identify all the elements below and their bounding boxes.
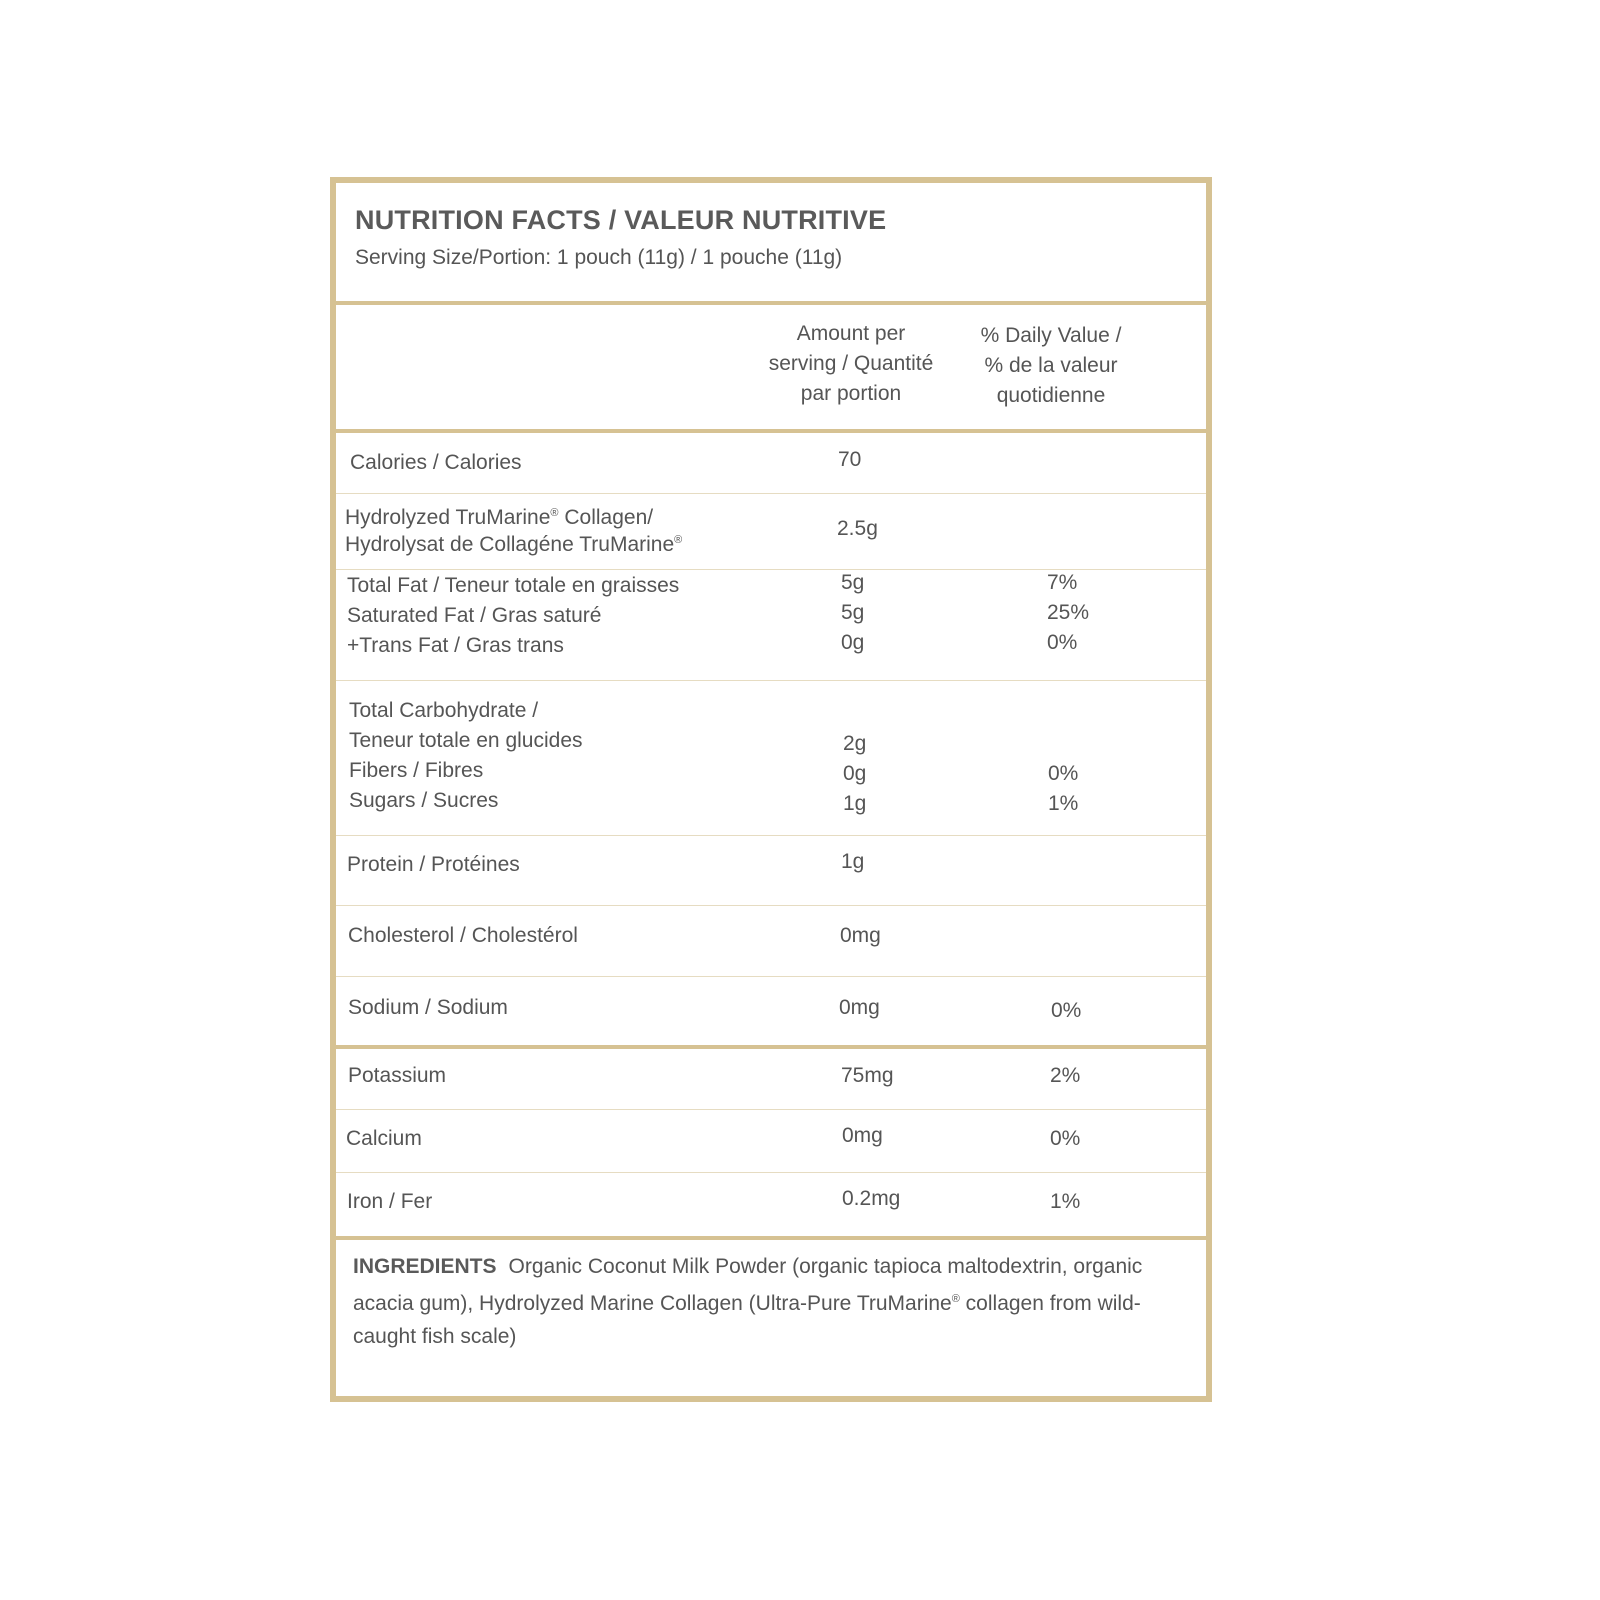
divider — [336, 301, 1206, 305]
divider — [336, 429, 1206, 433]
potassium-label: Potassium — [348, 1064, 447, 1087]
ingredients-text: INGREDIENTS Organic Coconut Milk Powder (organic tapioca maltodextrin, organic acacia gum), Hydrolyzed Marine Collagen (Ultra-Pure TruMarine® collagen from wild-caught fish scale) — [353, 1255, 1143, 1348]
calcium-dv: 0% — [1050, 1127, 1081, 1150]
total-carb-amount: 2g — [843, 732, 867, 755]
divider — [336, 493, 1206, 494]
amount-header: Amount per serving / Quantité par portion — [768, 322, 934, 405]
sodium-dv: 0% — [1051, 999, 1082, 1022]
calcium-label: Calcium — [346, 1127, 422, 1150]
trans-fat-label: +Trans Fat / Gras trans — [347, 634, 564, 657]
potassium-amount: 75mg — [841, 1064, 894, 1087]
collagen-label-fr: Hydrolysat de Collagéne TruMarine® — [345, 533, 683, 556]
sodium-label: Sodium / Sodium — [348, 996, 508, 1019]
total-fat-label: Total Fat / Teneur totale en graisses — [347, 574, 680, 597]
total-carb-label-fr: Teneur totale en glucides — [349, 729, 583, 752]
total-fat-amount: 5g — [841, 571, 865, 594]
iron-amount: 0.2mg — [842, 1187, 901, 1210]
saturated-fat-dv: 25% — [1047, 601, 1090, 624]
divider — [336, 1045, 1206, 1049]
sodium-amount: 0mg — [839, 996, 880, 1019]
iron-dv: 1% — [1050, 1190, 1081, 1213]
trans-fat-amount: 0g — [841, 631, 865, 654]
iron-label: Iron / Fer — [347, 1190, 433, 1213]
potassium-dv: 2% — [1050, 1064, 1081, 1087]
nutrition-facts-panel — [330, 177, 1212, 1402]
fibers-label: Fibers / Fibres — [349, 759, 484, 782]
divider — [336, 1236, 1206, 1240]
total-fat-dv: 7% — [1047, 571, 1078, 594]
panel-title: NUTRITION FACTS / VALEUR NUTRITIVE — [355, 205, 887, 235]
protein-amount: 1g — [841, 850, 865, 873]
sugars-dv: 1% — [1048, 792, 1079, 815]
divider — [336, 1172, 1206, 1173]
protein-label: Protein / Protéines — [347, 853, 520, 876]
divider — [336, 835, 1206, 836]
saturated-fat-amount: 5g — [841, 601, 865, 624]
divider — [336, 680, 1206, 681]
divider — [336, 1109, 1206, 1110]
divider — [336, 905, 1206, 906]
collagen-amount: 2.5g — [837, 517, 878, 540]
calcium-amount: 0mg — [842, 1124, 883, 1147]
fibers-amount: 0g — [843, 762, 867, 785]
fibers-dv: 0% — [1048, 762, 1079, 785]
saturated-fat-label: Saturated Fat / Gras saturé — [347, 604, 602, 627]
calories-amount: 70 — [838, 448, 862, 471]
ingredients-label: INGREDIENTS — [353, 1255, 497, 1278]
cholesterol-label: Cholesterol / Cholestérol — [348, 924, 578, 947]
divider — [336, 976, 1206, 977]
serving-size: Serving Size/Portion: 1 pouch (11g) / 1 pouche (11g) — [355, 246, 843, 269]
total-carb-label: Total Carbohydrate / — [349, 699, 539, 722]
cholesterol-amount: 0mg — [840, 924, 881, 947]
collagen-label: Hydrolyzed TruMarine® Collagen/ — [345, 506, 654, 529]
sugars-label: Sugars / Sucres — [349, 789, 499, 812]
daily-value-header: % Daily Value / % de la valeur quotidienne — [980, 324, 1122, 407]
sugars-amount: 1g — [843, 792, 867, 815]
trans-fat-dv: 0% — [1047, 631, 1078, 654]
calories-label: Calories / Calories — [350, 451, 522, 474]
